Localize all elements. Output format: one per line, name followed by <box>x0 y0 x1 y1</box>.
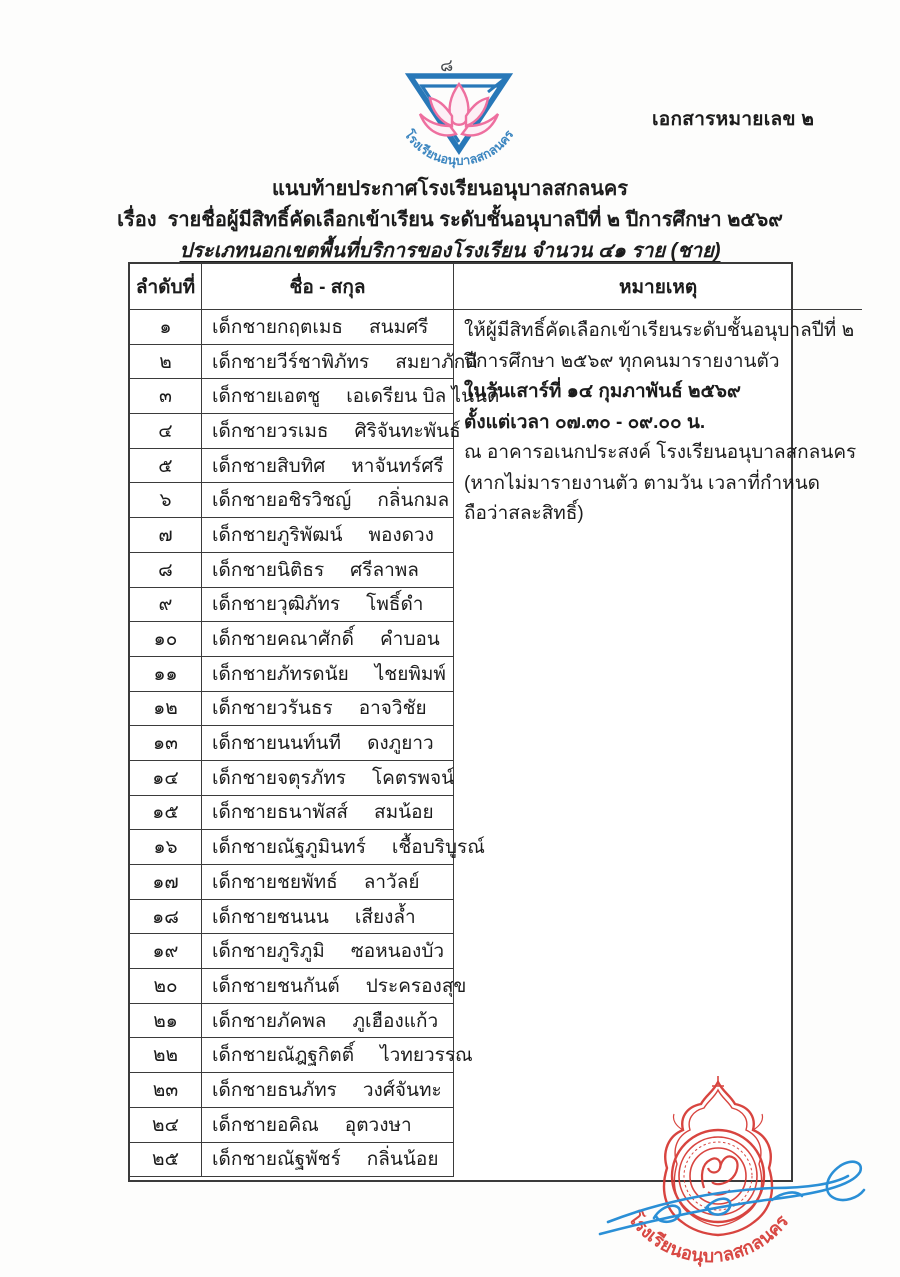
student-surname: กลิ่นน้อย <box>366 1149 439 1171</box>
row-index-cell: ๖ <box>130 483 202 518</box>
student-surname: คำบอน <box>379 629 440 651</box>
student-surname: อาจวิชัย <box>358 698 427 720</box>
row-index-cell: ๑๗ <box>130 865 202 900</box>
student-name-cell <box>202 969 467 1004</box>
student-name-cell <box>202 379 500 414</box>
row-index-cell: ๑๒ <box>130 692 202 727</box>
student-surname: เสียงล้ำ <box>354 906 416 928</box>
student-given-name: เด็กชายภัทรดนัย <box>212 663 349 685</box>
student-surname: ภูเฮืองแก้ว <box>352 1010 439 1032</box>
remark-line: ปีการศึกษา ๒๕๖๙ ทุกคนมารายงานตัว <box>464 350 780 372</box>
row-index-cell: ๓ <box>130 379 202 414</box>
student-name-cell <box>202 449 454 484</box>
remarks-cell <box>454 310 862 1177</box>
doc-number-label: เอกสารหมายเลข ๒ <box>652 109 815 130</box>
title-line-1: แนบท้ายประกาศโรงเรียนอนุบาลสกลนคร <box>271 178 629 200</box>
student-given-name: เด็กชายจตุรภัทร <box>212 767 346 789</box>
student-name-cell <box>202 726 454 761</box>
student-name-cell <box>202 692 454 727</box>
row-index-cell: ๒๓ <box>130 1073 202 1108</box>
student-surname: สมยาภักดี <box>395 351 478 373</box>
student-surname: เชื้อบริบูรณ์ <box>391 837 485 859</box>
student-surname: ดงภูยาว <box>367 733 434 755</box>
student-name-cell <box>202 553 454 588</box>
remark-line: ตั้งแต่เวลา ๐๗.๓๐ - ๐๙.๐๐ น. <box>464 411 706 433</box>
student-given-name: เด็กชายนนท์นที <box>212 733 342 755</box>
row-index-cell: ๑๘ <box>130 900 202 935</box>
row-index-cell: ๙ <box>130 588 202 623</box>
logo-school-name: โรงเรียนอนุบาลสกลนคร <box>401 127 517 168</box>
students-table <box>128 262 857 1182</box>
student-given-name: เด็กชายณัฐภูมินทร์ <box>212 837 366 859</box>
remark-line: ณ อาคารอเนกประสงค์ โรงเรียนอนุบาลสกลนคร <box>464 442 857 463</box>
student-name-cell <box>202 830 485 865</box>
student-name-cell <box>202 345 478 380</box>
student-given-name: เด็กชายธนาพัสส์ <box>212 802 349 824</box>
student-surname: โคตรพจน์ <box>371 767 455 789</box>
student-given-name: เด็กชายคณาศักดิ์ <box>212 629 354 651</box>
row-index-cell: ๑๖ <box>130 830 202 865</box>
student-given-name: เด็กชายนิติธร <box>212 559 325 581</box>
title-line-2: เรื่อง รายชื่อผู้มีสิทธิ์คัดเลือกเข้าเรียน ระดับชั้นอนุบาลปีที่ ๒ ปีการศึกษา ๒๕๖๙ <box>117 209 783 231</box>
student-given-name: เด็กชายณัฎฐกิตติ์ <box>212 1045 355 1067</box>
student-name-cell <box>202 414 461 449</box>
row-index-cell: ๕ <box>130 449 202 484</box>
student-surname: ลาวัลย์ <box>363 871 420 893</box>
row-index-cell: ๑ <box>130 310 202 345</box>
student-name-cell <box>202 588 454 623</box>
student-name-cell <box>202 1143 454 1178</box>
row-index-cell: ๔ <box>130 414 202 449</box>
student-surname: ซอหนองบัว <box>350 941 445 963</box>
student-name-cell <box>202 934 454 969</box>
remark-line: ในวันเสาร์ที่ ๑๔ กุมภาพันธ์ ๒๕๖๙ <box>464 381 741 402</box>
row-index-cell: ๑๑ <box>130 657 202 692</box>
student-given-name: เด็กชายชยพัทธ์ <box>212 871 338 893</box>
student-surname: สนมศรี <box>369 316 429 338</box>
student-given-name: เด็กชายสิบทิศ <box>212 455 326 477</box>
student-given-name: เด็กชายอคิณ <box>212 1114 319 1136</box>
student-name-cell <box>202 1038 473 1073</box>
student-name-cell <box>202 1073 454 1108</box>
student-surname: วงศ์จันทะ <box>362 1079 442 1101</box>
student-name-cell <box>202 761 454 796</box>
student-name-cell <box>202 796 454 831</box>
student-given-name: เด็กชายวรันธร <box>212 698 333 720</box>
student-name-cell <box>202 1108 454 1143</box>
row-index-cell: ๒๕ <box>130 1143 202 1178</box>
student-given-name: เด็กชายชนนน <box>212 906 329 928</box>
student-name-cell <box>202 865 454 900</box>
student-given-name: เด็กชายวุฒิภัทร <box>212 594 341 616</box>
student-name-cell <box>202 1004 454 1039</box>
student-name-cell <box>202 900 454 935</box>
row-index-cell: ๒๔ <box>130 1108 202 1143</box>
student-name-cell <box>202 518 454 553</box>
student-given-name: เด็กชายวรเมธ <box>212 420 329 442</box>
student-given-name: เด็กชายอชิรวิชญ์ <box>212 490 352 512</box>
stamp-school-name: โรงเรียนอนุบาลสกลนคร <box>624 1208 793 1267</box>
student-surname: โพธิ์ดำ <box>366 594 424 616</box>
student-given-name: เด็กชายกฤตเมธ <box>212 316 343 338</box>
school-logo <box>392 46 526 174</box>
student-given-name: เด็กชายณัฐพัชร์ <box>212 1149 341 1171</box>
student-surname: ศิริจันทะพันธ์ <box>354 420 461 442</box>
student-surname: หาจันทร์ศรี <box>351 455 444 477</box>
row-index-cell: ๒๐ <box>130 969 202 1004</box>
column-header-name: ชื่อ - สกุล <box>202 264 454 310</box>
student-surname: สมน้อย <box>374 802 434 824</box>
remark-line: (หากไม่มารายงานตัว ตามวัน เวลาที่กำหนด <box>464 472 821 494</box>
student-surname: อุตวงษา <box>344 1114 412 1136</box>
student-given-name: เด็กชายภัคพล <box>212 1010 327 1032</box>
student-name-cell <box>202 483 454 518</box>
column-header-remarks: หมายเหตุ <box>454 264 862 310</box>
student-name-cell <box>202 657 454 692</box>
row-index-cell: ๑๕ <box>130 796 202 831</box>
remark-line: ให้ผู้มีสิทธิ์คัดเลือกเข้าเรียนระดับชั้นอนุบาลปีที่ ๒ <box>464 320 855 341</box>
student-given-name: เด็กชายเอตชู <box>212 386 321 408</box>
student-name-cell <box>202 622 454 657</box>
student-surname: ประครองสุข <box>365 975 467 997</box>
signature <box>600 1162 864 1234</box>
column-header-index: ลำดับที่ <box>130 264 202 310</box>
row-index-cell: ๗ <box>130 518 202 553</box>
row-index-cell: ๒๑ <box>130 1004 202 1039</box>
row-index-cell: ๑๙ <box>130 934 202 969</box>
row-index-cell: ๑๓ <box>130 726 202 761</box>
remark-line: ถือว่าสละสิทธิ์) <box>464 503 584 524</box>
school-seal-stamp <box>596 1076 898 1276</box>
row-index-cell: ๘ <box>130 553 202 588</box>
student-surname: เอเดรียน บิล ไนนดิ <box>346 386 500 408</box>
student-given-name: เด็กชายชนกันต์ <box>212 975 340 997</box>
student-given-name: เด็กชายธนภัทร <box>212 1079 337 1101</box>
student-surname: ไชยพิมพ์ <box>374 663 446 685</box>
student-surname: กลิ่นกมล <box>377 490 450 512</box>
title-line-3-text: ประเภทนอกเขตพื้นที่บริการของโรงเรียน จำนวน ๔๑ ราย (ชาย) <box>179 240 721 262</box>
row-index-cell: ๒ <box>130 345 202 380</box>
student-name-cell <box>202 310 454 345</box>
student-surname: พองดวง <box>368 524 434 546</box>
row-index-cell: ๑๔ <box>130 761 202 796</box>
row-index-cell: ๒๒ <box>130 1038 202 1073</box>
student-surname: ศรีลาพล <box>350 559 419 581</box>
svg-text:โรงเรียนอนุบาลสกลนคร <box>624 1207 793 1268</box>
row-index-cell: ๑๐ <box>130 622 202 657</box>
handwritten-page-number: ๘ <box>439 55 454 76</box>
student-given-name: เด็กชายภูริภูมิ <box>212 941 325 963</box>
student-given-name: เด็กชายวีร์ชาพิภัทร <box>212 351 370 373</box>
student-surname: ไวทยวรรณ <box>380 1045 473 1067</box>
student-given-name: เด็กชายภูริพัฒน์ <box>212 524 343 546</box>
